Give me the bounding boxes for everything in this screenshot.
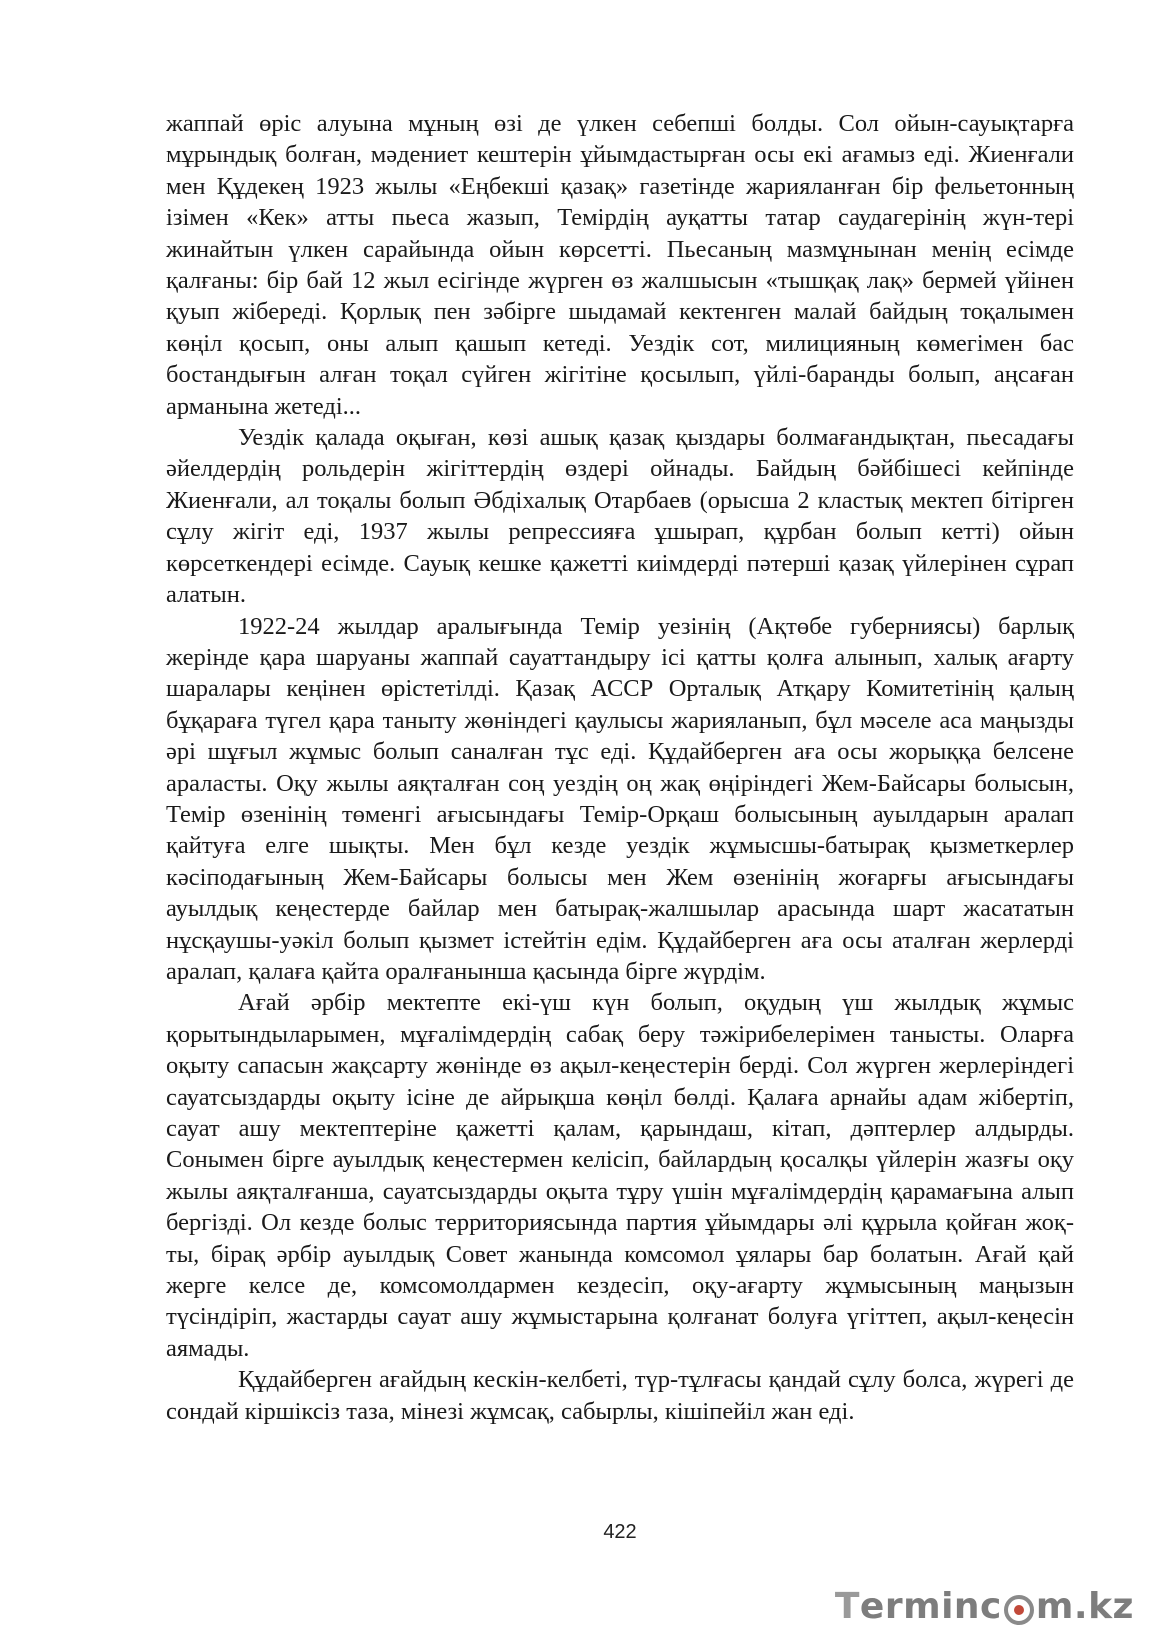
watermark-middle: erminc xyxy=(859,1586,1002,1627)
page-number: 422 xyxy=(603,1521,637,1543)
target-o-icon xyxy=(1004,1595,1034,1625)
paragraph-2: Уездік қалада оқыған, көзі ашық қазақ қыздары болмағандықтан, пьесадағы әйелдердің рольдерін жігіттердің өздері ойнады. Байдың бәйбішесі кейпінде Жиенғали, ал тоқалы болып Әбдіхалық Отарбаев (орысша 2 кластық мектеп бітірген сұлу жігіт еді, 1937 жылы репрессияға ұшырап, құрбан болып кетті) ойын көрсеткендері есімде. Сауық кешке қажетті киімдерді пәтерші қазақ үйлерінен сұрап алатын. xyxy=(166,424,1074,609)
paragraph-1: жаппай өріс алуына мұның өзі де үлкен себепші болды. Сол ойын-сауықтарға мұрындық болған, мәдениет кештерін ұйымдастырған осы екі ағамыз еді. Жиенғали мен Құдекең 1923 жылы «Еңбекші қазақ» газетінде жарияланған бір фельетонның ізімен «Кек» атты пьеса жазып, Темірдің ауқатты татар саудагерінің жүн-тері жинайтын үлкен сарайында ойын көрсетті. Пьесаның мазмұнынан менің есімде қалғаны: бір бай 12 жыл есігінде жүрген өз жалшысын «тышқақ лақ» бермей үйінен қуып жібереді. Қорлық пен зәбірге шыдамай кектенген малай байдың тоқалымен көңіл қосып, оны алып қашып кетеді. Уездік сот, милицияның көмегімен бас бостандығын алған тоқал сүйген жігітіне қосылып, үйлі-баранды болып, аңсаған арманына жетеді... xyxy=(166,110,1074,420)
paragraph-3: 1922-24 жылдар аралығында Темір уезінің (Ақтөбе губерниясы) барлық жерінде қара шаруаны жаппай сауаттандыру ісі қатты қолға алынып, халық ағарту шаралары кеңінен өрістетілді. Қазақ АССР Орталық Атқару Комитетінің қалың бұқараға түгел қара таныту жөніндегі қаулысы жарияланып, бұл мәселе аса маңызды әрі шұғыл жұмыс болып саналған тұс еді. Құдайберген аға осы жорыққа белсене араласты. Оқу жылы аяқталған соң уездің оң жақ өңіріндегі Жем-Байсары болысын, Темір өзенінің төменгі ағысындағы Темір-Орқаш болысының ауылдарын аралап қайтуға елге шықты. Мен бұл кезде уездік жұмысшы-батырақ қызметкерлер кәсіподағының Жем-Байсары болысы мен Жем өзенінің жоғарғы ағысындағы ауылдық кеңестерде байлар мен батырақ-жалшылар арасында шарт жасататын нұсқаушы-уәкіл болып қызмет істейтін едім. Құдайберген аға осы аталған жерлерді аралап, қалаға қайта оралғанынша қасында бірге жүрдім. xyxy=(166,612,1074,985)
paragraph-5: Құдайберген ағайдың кескін-келбеті, түр-тұлғасы қандай сұлу болса, жүрегі де сондай кіршіксіз таза, мінезі жұмсақ, сабырлы, кішіпейіл жан еді. xyxy=(166,1366,1074,1425)
paragraph-4: Ағай әрбір мектепте екі-үш күн болып, оқудың үш жылдық жұмыс қорытындыларымен, мұғалімдердің сабақ беру тәжірибелерімен танысты. Оларға оқыту сапасын жақсарту жөнінде өз ақыл-кеңестерін берді. Сол жүрген жерлеріндегі сауатсыздарды оқыту ісіне де айрықша көңіл бөлді. Қалаға арнайы адам жібертіп, сауат ашу мектептеріне қажетті қалам, қарындаш, кітап, дәптерлер алдырды. Сонымен бірге ауылдық кеңестермен келісіп, байлардың қосалқы үйлерін жазғы оқу жылы аяқталғанша, сауатсыздарды оқыта тұру үшін мұғалімдердің қарамағына алып бергізді. Ол кезде болыс территориясында партия ұйымдары әлі құрыла қойған жоқ-ты, бірақ әрбір ауылдық Совет жанында комсомол ұялары бар болатын. Ағай қай жерге келсе де, комсомолдармен кездесіп, оқу-ағарту жұмысының маңызын түсіндіріп, жастарды сауат ашу жұмыстарына қолғанат болуға үгіттеп, ақыл-кеңесін аямады. xyxy=(166,989,1074,1362)
document-body xyxy=(166,108,1074,1427)
termincom-watermark xyxy=(835,1586,1134,1627)
watermark-suffix: m.kz xyxy=(1035,1586,1134,1627)
watermark-prefix: T xyxy=(834,1586,860,1627)
